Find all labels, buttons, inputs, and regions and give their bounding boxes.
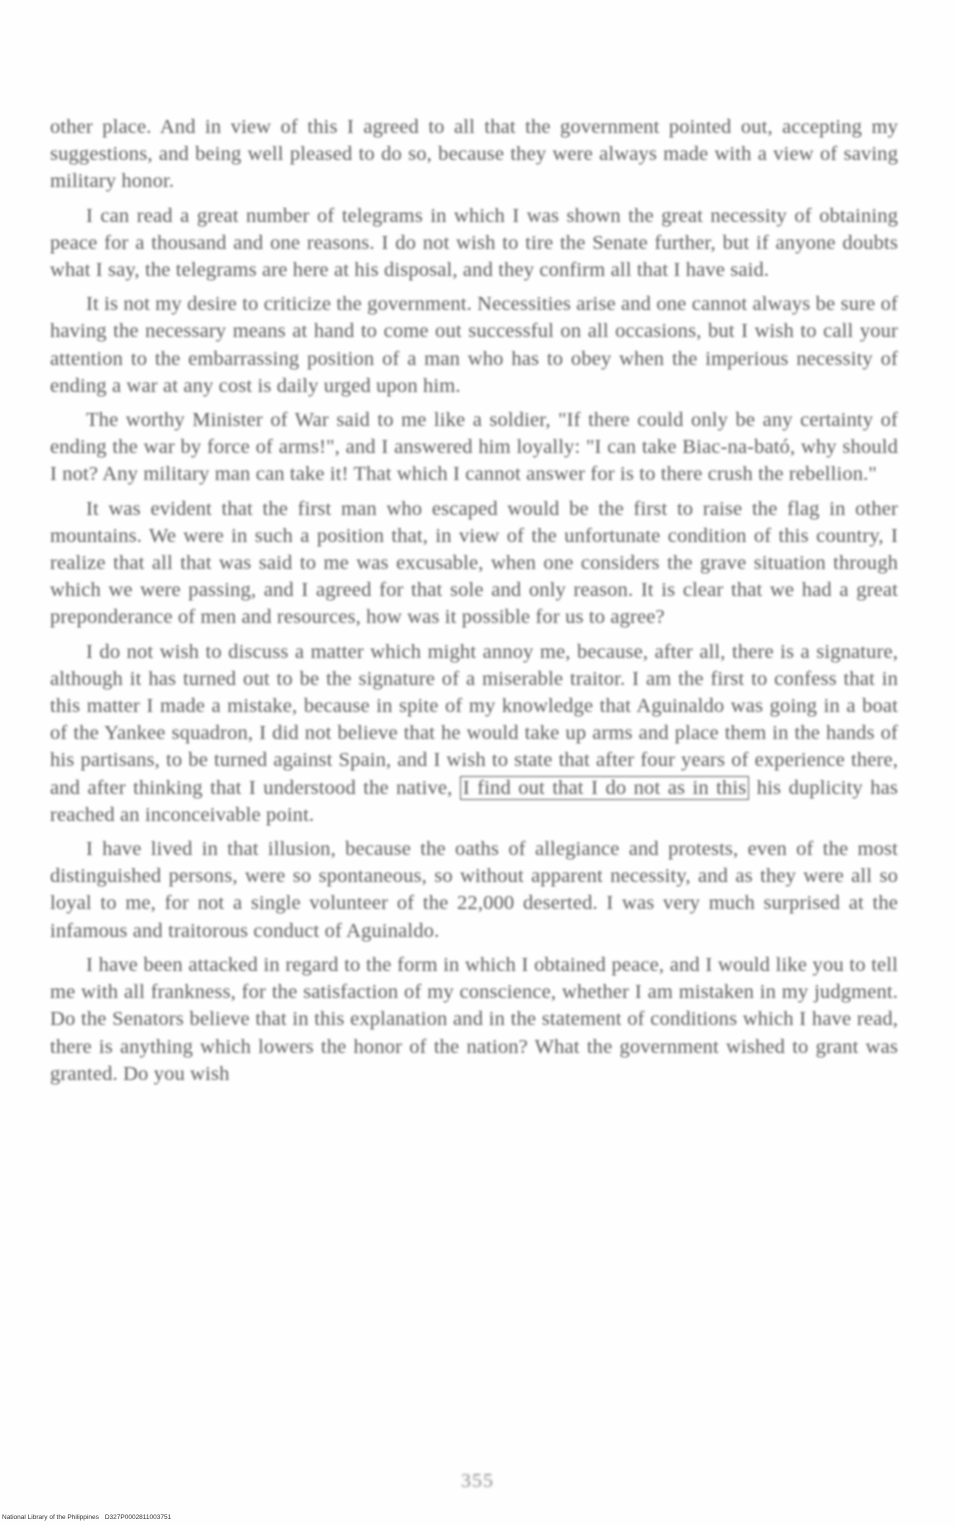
- footer-record-id: D327P0002811003751: [104, 1514, 172, 1521]
- paragraph-4: The worthy Minister of War said to me like a soldier, "If there could only be any certainty of ending the war by force of arms!", and I answered him loyally: "I can take Biac-na-bató, why should I not? Any military man can take it! That which I cannot answer for is to there crush the rebellion.": [50, 409, 898, 486]
- archive-footer: [2, 1514, 171, 1521]
- paragraph-5: It was evident that the first man who escaped would be the first to raise the flag in other mountains. We were in such a position that, in view of the unfortunate condition of this country, I realize that all that was said to me was excusable, when one considers the grave situation through which we were passing, and I agreed for that sole and only reason. It is clear that we had a great preponderance of men and resources, how was it possible for us to agree?: [50, 497, 898, 629]
- paragraph-6-before: I do not wish to discuss a matter which might annoy me, because, after all, there is a signature, although it has turned out to be the signature of a miserable traitor. I am the first to confess that in this matter I made a mistake, because in spite of my knowledge that Aguinaldo was going in a boat of the Yankee squadron, I did not believe that he would take up arms and place them in the hands of his partisans, to be turned against Spain, and I wish to state that after four years of experience there, and after thinking that I understood the native,: [50, 640, 898, 799]
- footer-institution: National Library of the Philippines: [2, 1514, 99, 1521]
- bracketed-passage: I find out that I do not as in this: [460, 776, 750, 800]
- paragraph-8: I have been attacked in regard to the form in which I obtained peace, and I would like you to tell me with all frankness, for the satisfaction of my conscience, whether I am mistaken in my judgment. Do the Senators believe that in this explanation and in the statement of conditions which I have read, there is anything which lowers the honor of the nation? What the government wished to grant was granted. Do you wish: [50, 953, 898, 1085]
- paragraph-3: It is not my desire to criticize the government. Necessities arise and one cannot always be sure of having the necessary means at hand to come out successful on all occasions, but I wish to call your attention to the embarrassing position of a man who has to obey when the imperious necessity of ending a war at any cost is daily urged upon him.: [50, 293, 898, 397]
- paragraph-2: I can read a great number of telegrams in which I was shown the great necessity of obtaining peace for a thousand and one reasons. I do not wish to tire the Senate further, but if anyone doubts what I say, the telegrams are here at his disposal, and they confirm all that I have said.: [50, 204, 898, 282]
- paragraph-7: I have lived in that illusion, because the oaths of allegiance and protests, even of the most distinguished persons, were so spontaneous, so without apparent necessity, and as they were all so loyal to me, for not a single volunteer of the 22,000 deserted. I was very much surprised at the infamous and traitorous conduct of Aguinaldo.: [50, 838, 898, 942]
- page-number: 355: [461, 1470, 494, 1492]
- paragraph-1: other place. And in view of this I agreed to all that the government pointed out, accepting my suggestions, and being well pleased to do so, because they were always made with a view of saving military honor.: [50, 116, 898, 193]
- paragraph-6-after: his duplicity has reached an inconceivable point.: [50, 776, 898, 826]
- paragraph-6: [50, 639, 898, 829]
- document-body: [50, 114, 898, 1095]
